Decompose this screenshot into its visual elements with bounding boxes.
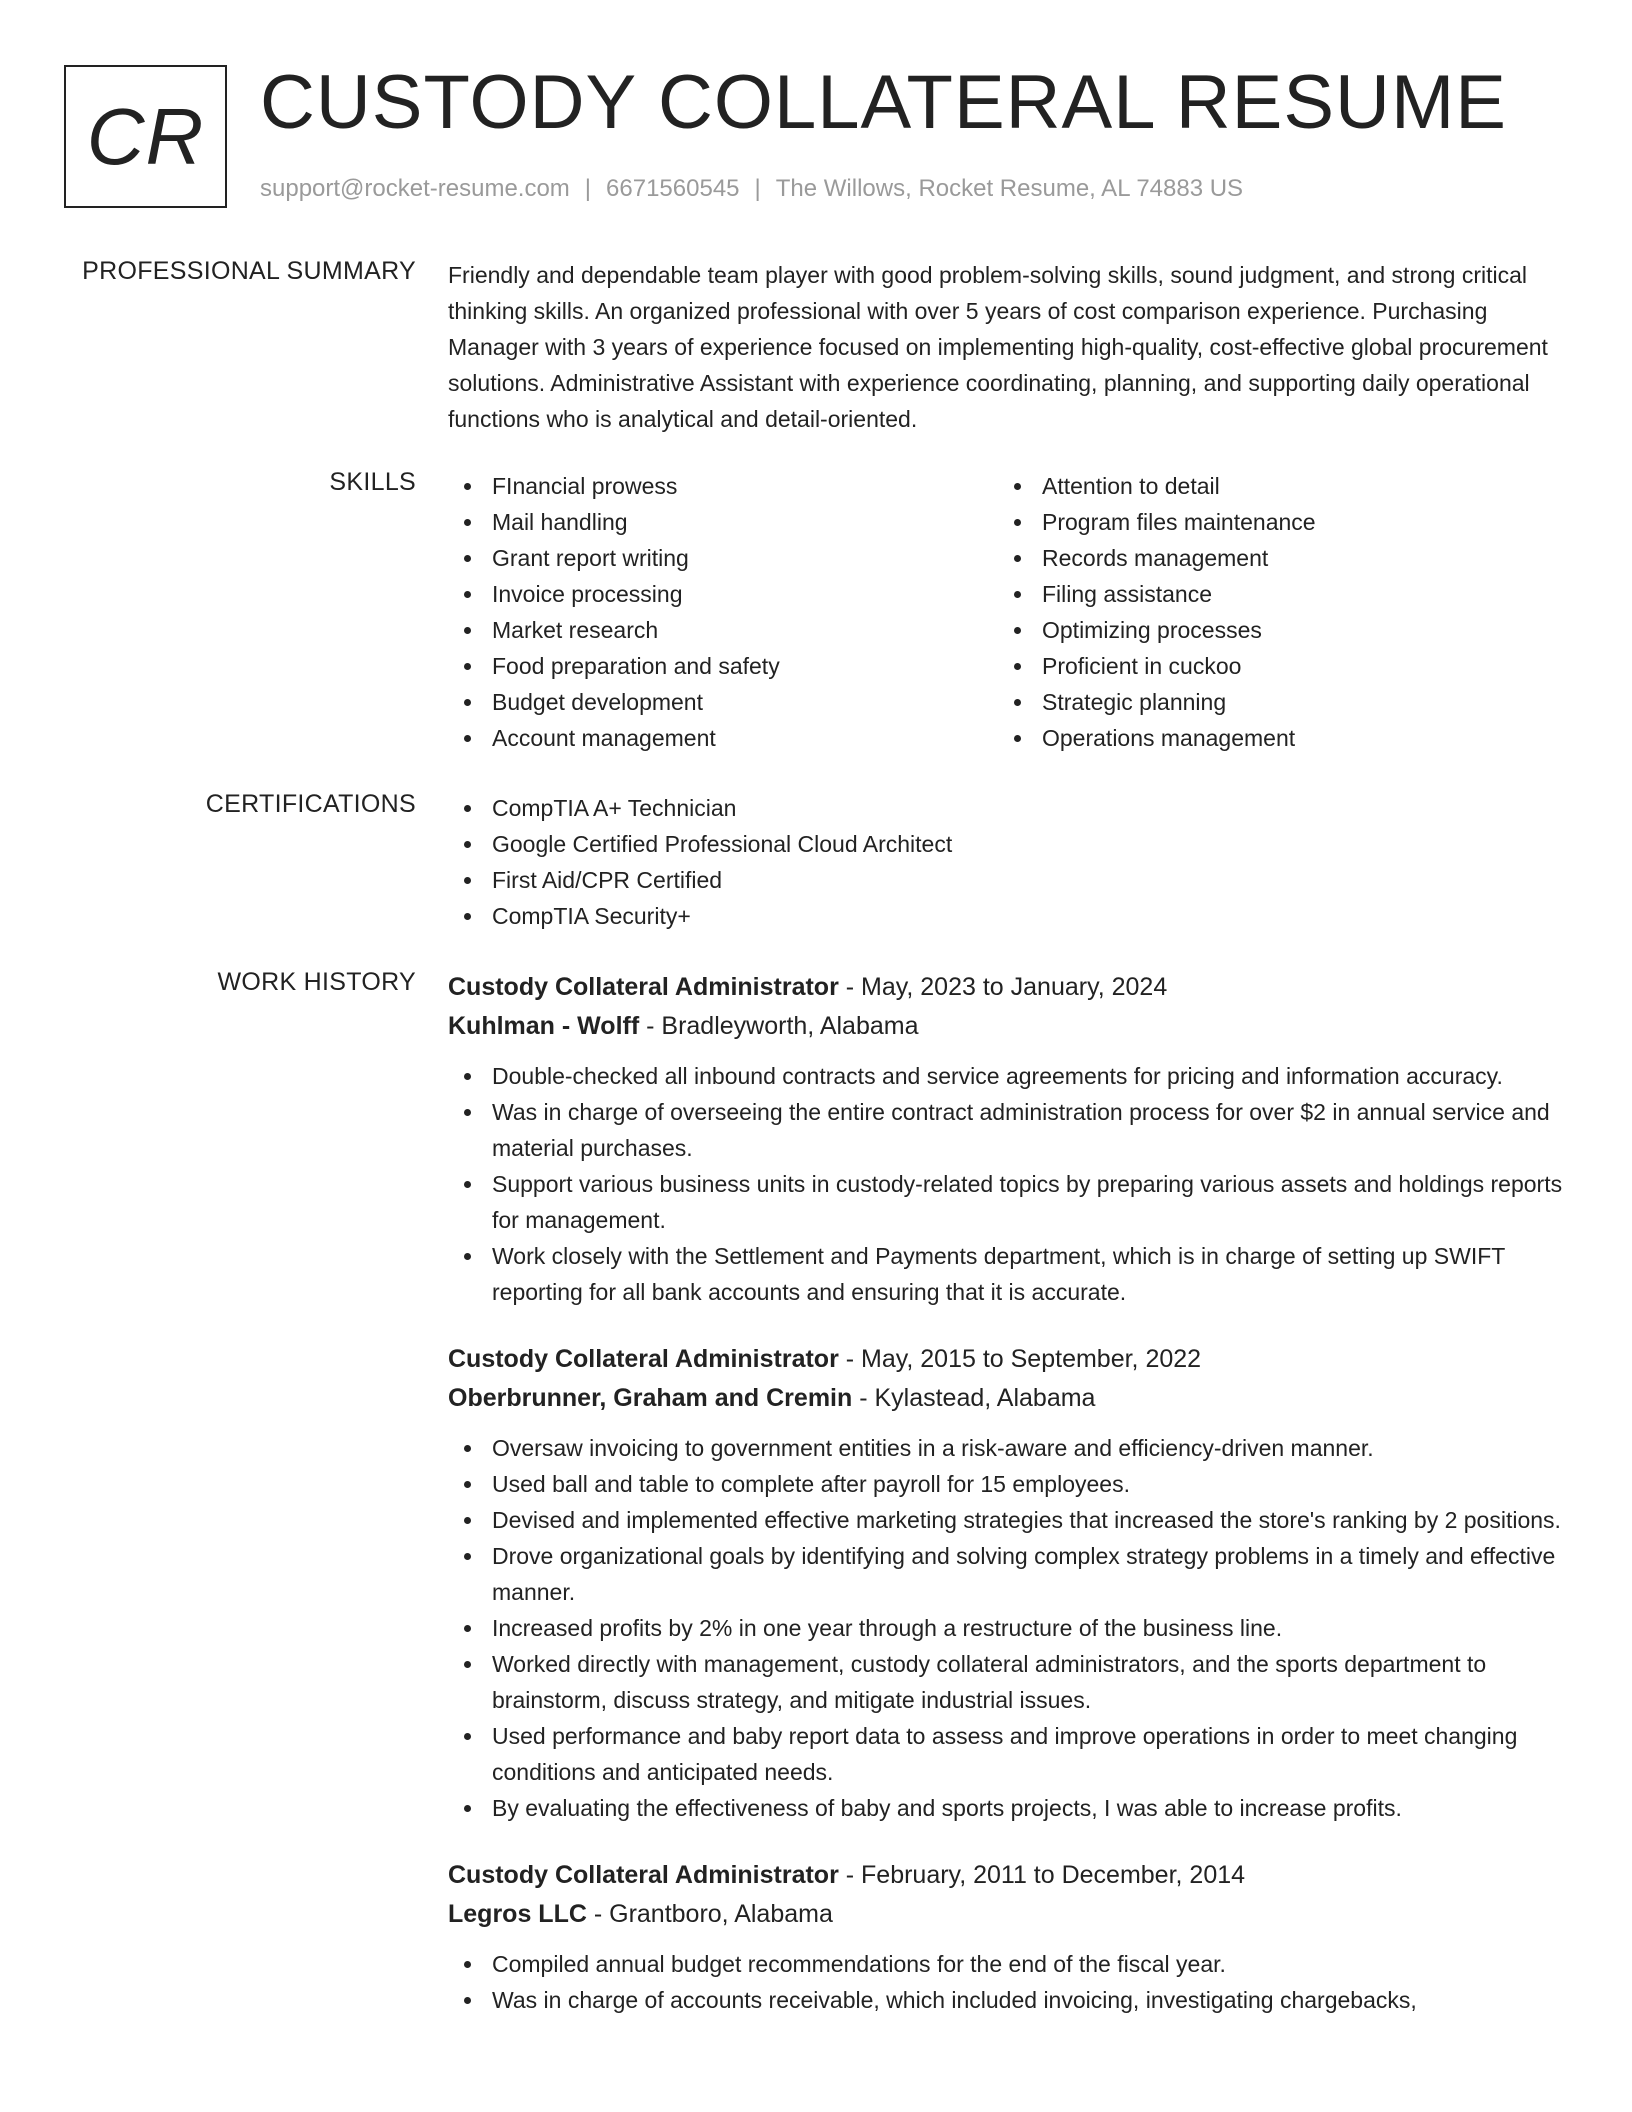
list-item: Work closely with the Settlement and Payments department, which is in charge of setting up SWIFT reporting for all bank accounts and ensuring that it is accurate. [448, 1238, 1574, 1310]
job-location: - Grantboro, Alabama [586, 1900, 833, 1928]
certifications-list [448, 790, 1574, 934]
list-item: Increased profits by 2% in one year through a restructure of the business line. [448, 1610, 1574, 1646]
certifications-heading: CERTIFICATIONS [205, 790, 416, 818]
monogram-box [64, 65, 227, 208]
list-item: Was in charge of overseeing the entire contract administration process for over $2 in annual service and material purchases. [448, 1094, 1574, 1166]
contact-separator: | [584, 175, 592, 202]
list-item: Double-checked all inbound contracts and service agreements for pricing and information accuracy. [448, 1058, 1574, 1094]
list-item: Budget development [448, 684, 998, 720]
job-company-line [448, 1007, 1574, 1046]
job-bullets [448, 1058, 1574, 1310]
list-item: Filing assistance [998, 576, 1548, 612]
contact-phone[interactable]: 6671560545 [606, 175, 740, 202]
skills-grid [448, 468, 1574, 756]
list-item: Operations management [998, 720, 1548, 756]
list-item: Support various business units in custody-related topics by preparing various assets and holdings reports for management. [448, 1166, 1574, 1238]
work-history-heading: WORK HISTORY [217, 968, 416, 996]
job-location: - Kylastead, Alabama [852, 1384, 1096, 1412]
job-bullets [448, 1430, 1574, 1826]
list-item: Records management [998, 540, 1548, 576]
list-item: Proficient in cuckoo [998, 648, 1548, 684]
list-item: Mail handling [448, 504, 998, 540]
job-title: Custody Collateral Administrator [448, 1345, 839, 1373]
job-entry [448, 968, 1574, 1310]
job-title-line [448, 1856, 1574, 1895]
list-item: Compiled annual budget recommendations for the end of the fiscal year. [448, 1946, 1574, 1982]
summary-text: Friendly and dependable team player with good problem-solving skills, sound judgment, and strong critical thinking skills. An organized professional with over 5 years of cost comparison experience. Purchasing Manager with 3 years of experience focused on implementing high-quality, cost-effective global procurement solutions. Administrative Assistant with experience coordinating, planning, and supporting daily operational functions who is analytical and detail-oriented. [448, 262, 1548, 432]
job-title-line [448, 1340, 1574, 1379]
list-item: By evaluating the effectiveness of baby and sports projects, I was able to increase profits. [448, 1790, 1574, 1826]
skills-section [64, 468, 1574, 768]
list-item: Optimizing processes [998, 612, 1548, 648]
list-item: Invoice processing [448, 576, 998, 612]
list-item: Strategic planning [998, 684, 1548, 720]
job-entry [448, 1340, 1574, 1826]
job-entry [448, 1856, 1574, 2018]
list-item: Worked directly with management, custody collateral administrators, and the sports department to brainstorm, discuss strategy, and mitigate industrial issues. [448, 1646, 1574, 1718]
job-company-line [448, 1895, 1574, 1934]
certifications-section [64, 790, 1574, 950]
contact-email[interactable]: support@rocket-resume.com [260, 175, 570, 202]
summary-section [64, 257, 1574, 437]
list-item: Food preparation and safety [448, 648, 998, 684]
list-item: Used ball and table to complete after payroll for 15 employees. [448, 1466, 1574, 1502]
list-item: Account management [448, 720, 998, 756]
job-dates: - May, 2015 to September, 2022 [838, 1345, 1202, 1373]
summary-heading: PROFESSIONAL SUMMARY [82, 257, 416, 285]
contact-separator: | [754, 175, 761, 202]
list-item: Was in charge of accounts receivable, which included invoicing, investigating chargebacks, [448, 1982, 1574, 2018]
job-company: Oberbrunner, Graham and Cremin [448, 1384, 853, 1412]
job-company-line [448, 1379, 1574, 1418]
work-history-body [448, 968, 1574, 2048]
monogram-initials: CR [86, 91, 205, 181]
job-title: Custody Collateral Administrator [448, 973, 839, 1001]
job-title-line [448, 968, 1574, 1007]
job-location: - Bradleyworth, Alabama [639, 1012, 919, 1040]
resume-title: CUSTODY COLLATERAL RESUME [260, 60, 1507, 145]
certifications-body [448, 790, 1574, 934]
list-item: Used performance and baby report data to assess and improve operations in order to meet changing conditions and anticipated needs. [448, 1718, 1574, 1790]
list-item: Program files maintenance [998, 504, 1548, 540]
job-title: Custody Collateral Administrator [448, 1861, 839, 1889]
job-dates: - February, 2011 to December, 2014 [838, 1861, 1246, 1889]
job-company: Kuhlman - Wolff [448, 1012, 640, 1040]
list-item: Google Certified Professional Cloud Architect [448, 826, 1574, 862]
list-item: CompTIA A+ Technician [448, 790, 1574, 826]
job-company: Legros LLC [448, 1900, 587, 1928]
list-item: FInancial prowess [448, 468, 998, 504]
list-item: Oversaw invoicing to government entities in a risk-aware and efficiency-driven manner. [448, 1430, 1574, 1466]
list-item: Grant report writing [448, 540, 998, 576]
job-dates: - May, 2023 to January, 2024 [838, 973, 1168, 1001]
contact-address: The Willows, Rocket Resume, AL 74883 US [775, 175, 1244, 202]
skills-list-right [998, 468, 1548, 756]
list-item: Attention to detail [998, 468, 1548, 504]
skills-heading: SKILLS [329, 468, 416, 496]
resume-header [64, 60, 1564, 215]
job-bullets [448, 1946, 1574, 2018]
contact-line [260, 175, 1243, 203]
list-item: CompTIA Security+ [448, 898, 1574, 934]
list-item: First Aid/CPR Certified [448, 862, 1574, 898]
work-history-section [64, 968, 1574, 2112]
skills-list-left [448, 468, 998, 756]
list-item: Market research [448, 612, 998, 648]
list-item: Drove organizational goals by identifying and solving complex strategy problems in a timely and effective manner. [448, 1538, 1574, 1610]
list-item: Devised and implemented effective marketing strategies that increased the store's ranking by 2 positions. [448, 1502, 1574, 1538]
